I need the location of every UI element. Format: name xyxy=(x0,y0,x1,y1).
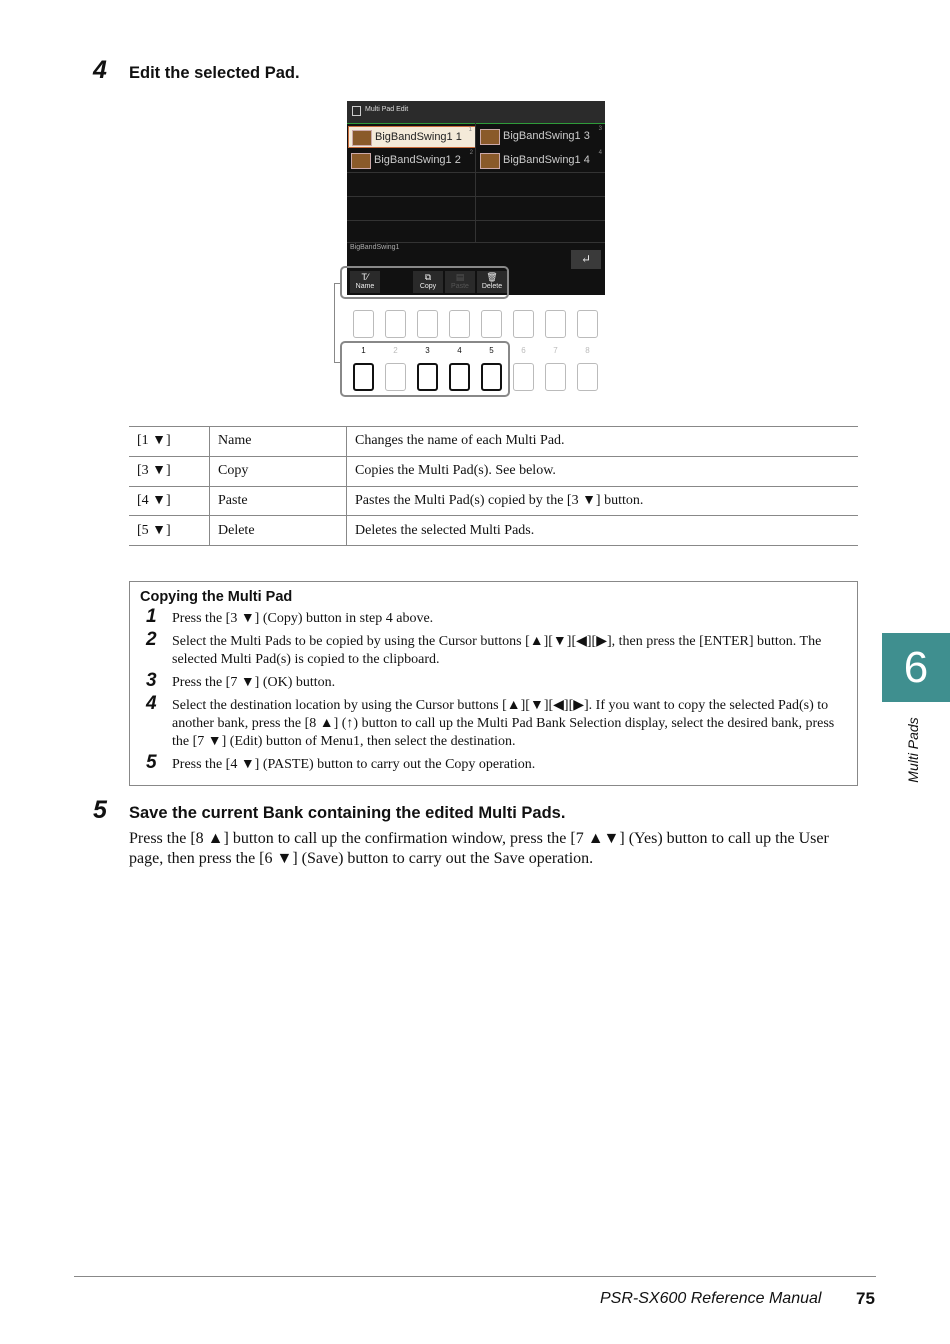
pad-cell-1[interactable] xyxy=(348,126,476,148)
screen-header xyxy=(347,101,605,124)
button-cell: [3 ▼] xyxy=(129,456,210,486)
return-icon: ↵ xyxy=(580,252,592,266)
pad-cell-4[interactable] xyxy=(477,150,605,172)
panel-button-6-up[interactable] xyxy=(513,310,534,338)
copy-step-number: 3 xyxy=(146,670,157,691)
function-table xyxy=(129,426,858,546)
paste-icon: ▤ xyxy=(455,272,465,282)
panel-button-3-up[interactable] xyxy=(417,310,438,338)
panel-button-7-down[interactable] xyxy=(545,363,566,391)
name-cell: Paste xyxy=(210,486,347,516)
copying-title: Copying the Multi Pad xyxy=(140,589,293,605)
text-edit-icon: T⁄ xyxy=(361,272,369,282)
copy-button-label: Copy xyxy=(419,283,437,290)
panel-button-8-down[interactable] xyxy=(577,363,598,391)
document-icon xyxy=(352,106,361,116)
desc-cell: Deletes the selected Multi Pads. xyxy=(347,516,859,546)
pad-label: BigBandSwing1 4 xyxy=(503,154,590,166)
copy-step-text: Press the [4 ▼] (PASTE) button to carry out the Copy operation. xyxy=(172,757,536,772)
footer-rule xyxy=(74,1276,876,1277)
button-cell: [4 ▼] xyxy=(129,486,210,516)
step-5-title: Save the current Bank containing the edited Multi Pads. xyxy=(129,804,566,822)
button-highlight-frame xyxy=(340,266,509,299)
panel-button-7-up[interactable] xyxy=(545,310,566,338)
pad-number: 1 xyxy=(468,127,472,133)
table-row xyxy=(129,427,858,457)
trash-icon: 🗑 xyxy=(486,272,498,282)
grid-line xyxy=(347,220,605,221)
copy-step-text: Press the [7 ▼] (OK) button. xyxy=(172,675,336,690)
copy-step-number: 5 xyxy=(146,752,157,773)
delete-button-label: Delete xyxy=(481,283,503,290)
pad-number: 2 xyxy=(469,150,473,156)
grid-divider xyxy=(475,123,476,243)
copy-step-number: 2 xyxy=(146,629,157,650)
trumpet-icon xyxy=(351,153,371,169)
copy-step-text: Select the destination location by using the Cursor buttons [▲][▼][◀][▶]. If you want to copy the selected Pad(s) to another bank, press the [8 ▲] (↑) button to call up the Multi Pad Bank Selection display, select the desired bank, press the [7 ▼] (Edit) button of Menu1, then select the destination. xyxy=(172,698,835,749)
chapter-label: Multi Pads xyxy=(905,717,921,783)
copying-note-box xyxy=(129,581,858,786)
panel-button-8-up[interactable] xyxy=(577,310,598,338)
panel-button-3-down[interactable] xyxy=(417,363,438,391)
copy-step-number: 1 xyxy=(146,606,157,627)
pad-number: 4 xyxy=(598,150,602,156)
panel-number: 5 xyxy=(489,346,494,355)
pad-cell-3[interactable] xyxy=(477,126,605,148)
panel-number: 2 xyxy=(393,346,398,355)
return-button[interactable] xyxy=(571,250,601,269)
table-row xyxy=(129,456,858,486)
pad-label: BigBandSwing1 3 xyxy=(503,130,590,142)
grid-line xyxy=(347,242,605,243)
panel-button-2-up[interactable] xyxy=(385,310,406,338)
table-row xyxy=(129,486,858,516)
panel-button-5-up[interactable] xyxy=(481,310,502,338)
pad-label: BigBandSwing1 2 xyxy=(374,154,461,166)
name-cell: Delete xyxy=(210,516,347,546)
chapter-tab[interactable]: 6 xyxy=(882,633,950,702)
panel-number: 6 xyxy=(521,346,526,355)
copy-step-number: 4 xyxy=(146,693,157,714)
pad-label: BigBandSwing1 1 xyxy=(375,131,462,143)
panel-number: 7 xyxy=(553,346,558,355)
desc-cell: Copies the Multi Pad(s). See below. xyxy=(347,456,859,486)
step-5-text: Press the [8 ▲] button to call up the confirmation window, press the [7 ▲▼] (Yes) button to call up the User page, then press the [6 ▼] (Save) button to carry out the Save operation. xyxy=(129,830,829,867)
step-5-number: 5 xyxy=(93,796,107,824)
table-row xyxy=(129,516,858,546)
panel-number: 4 xyxy=(457,346,462,355)
desc-cell: Pastes the Multi Pad(s) copied by the [3 ▼] button. xyxy=(347,486,859,516)
panel-number: 3 xyxy=(425,346,430,355)
panel-number: 1 xyxy=(361,346,366,355)
panel-button-6-down[interactable] xyxy=(513,363,534,391)
name-cell: Name xyxy=(210,427,347,457)
name-button-label: Name xyxy=(355,283,375,290)
button-cell: [5 ▼] xyxy=(129,516,210,546)
panel-button-2-down[interactable] xyxy=(385,363,406,391)
screen-title: Multi Pad Edit xyxy=(365,106,409,113)
trumpet-icon xyxy=(352,130,372,146)
panel-button-1-down[interactable] xyxy=(353,363,374,391)
paste-button-label: Paste xyxy=(451,283,469,290)
copy-step-text: Press the [3 ▼] (Copy) button in step 4 above. xyxy=(172,611,434,626)
panel-button-4-up[interactable] xyxy=(449,310,470,338)
name-cell: Copy xyxy=(210,456,347,486)
grid-line xyxy=(347,172,605,173)
copy-icon: ⧉ xyxy=(424,272,432,282)
panel-button-4-down[interactable] xyxy=(449,363,470,391)
grid-line xyxy=(347,196,605,197)
pad-cell-2[interactable] xyxy=(348,150,476,172)
pad-number: 3 xyxy=(598,126,602,132)
panel-number: 8 xyxy=(585,346,590,355)
trumpet-icon xyxy=(480,153,500,169)
button-cell: [1 ▼] xyxy=(129,427,210,457)
page-number: 75 xyxy=(856,1289,875,1308)
copy-step-text: Select the Multi Pads to be copied by using the Cursor buttons [▲][▼][◀][▶], then press the [ENTER] button. The selected Multi Pad(s) is copied to the clipboard. xyxy=(172,634,822,667)
trumpet-icon xyxy=(480,129,500,145)
step-4-title: Edit the selected Pad. xyxy=(129,64,300,82)
panel-button-5-down[interactable] xyxy=(481,363,502,391)
manual-title: PSR-SX600 Reference Manual xyxy=(600,1290,822,1307)
desc-cell: Changes the name of each Multi Pad. xyxy=(347,427,859,457)
step-4-number: 4 xyxy=(93,56,107,84)
panel-button-1-up[interactable] xyxy=(353,310,374,338)
bank-name: BigBandSwing1 xyxy=(350,244,400,251)
